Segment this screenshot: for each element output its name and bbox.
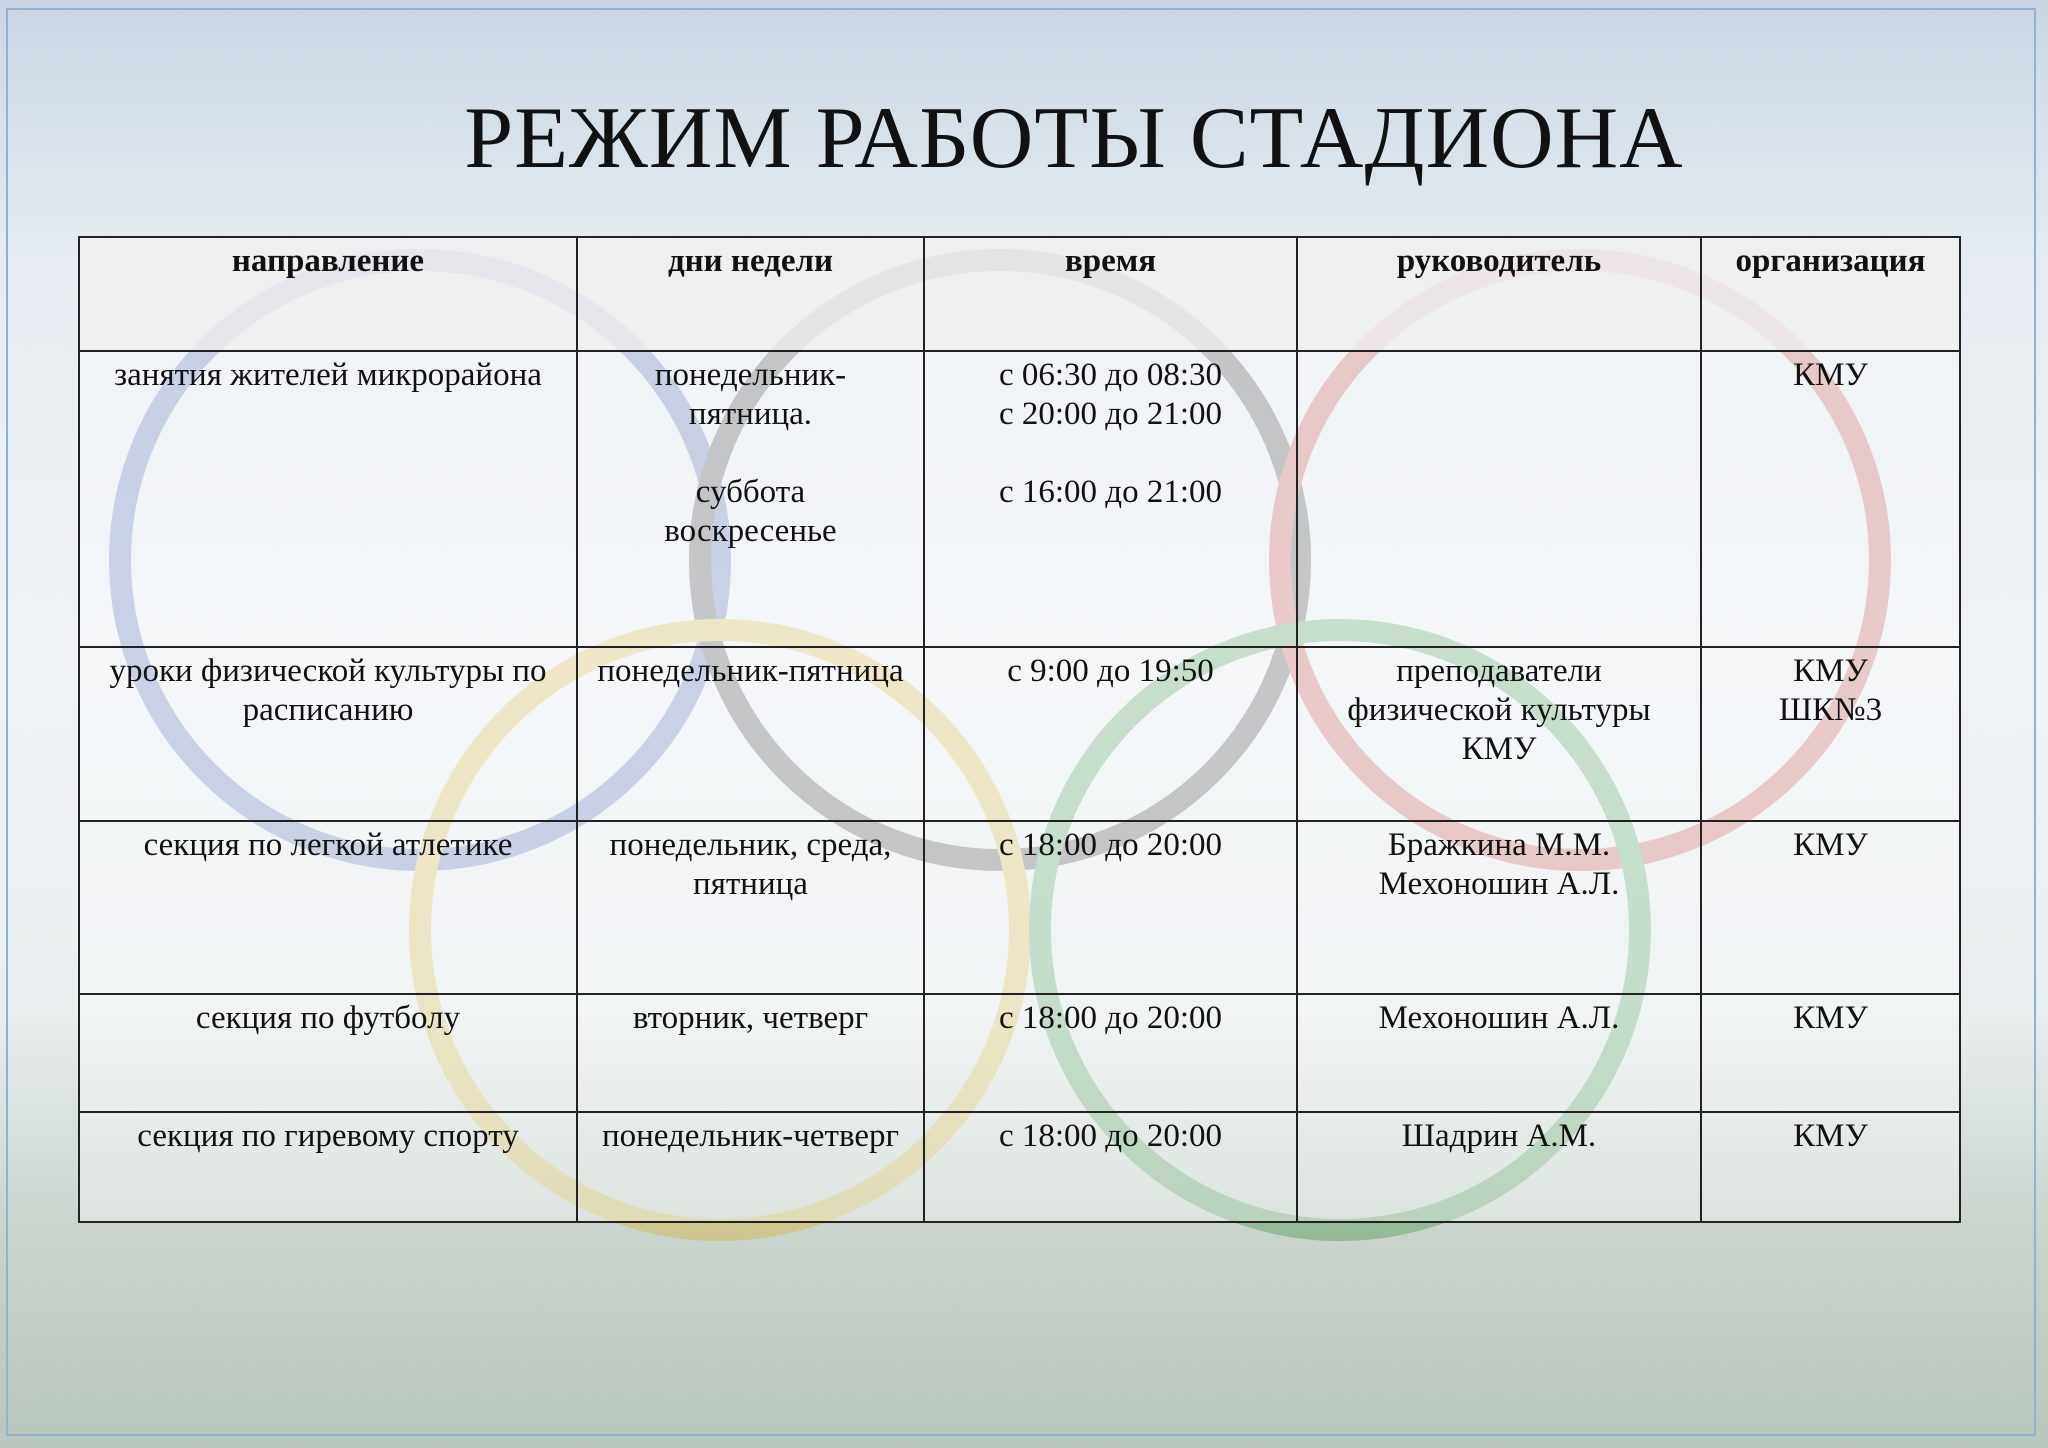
org-line: КМУ bbox=[1793, 653, 1868, 689]
days-cell: понедельник-пятница bbox=[577, 647, 924, 821]
schedule-table bbox=[78, 236, 1961, 1223]
direction-cell: секция по легкой атлетике bbox=[79, 821, 577, 994]
header-organization: организация bbox=[1701, 237, 1960, 351]
table-row bbox=[79, 994, 1960, 1112]
leader-line: Бражкина М.М. bbox=[1387, 827, 1611, 863]
direction-cell: секция по гиревому спорту bbox=[79, 1112, 577, 1222]
header-time: время bbox=[924, 237, 1297, 351]
time-cell: с 18:00 до 20:00 bbox=[924, 994, 1297, 1112]
days-cell: понедельник-четверг bbox=[577, 1112, 924, 1222]
table-row bbox=[79, 351, 1960, 647]
leader-cell: Шадрин А.М. bbox=[1297, 1112, 1701, 1222]
leader-cell bbox=[1297, 351, 1701, 647]
time-cell: с 18:00 до 20:00 bbox=[924, 821, 1297, 994]
table-header-row bbox=[79, 237, 1960, 351]
org-cell bbox=[1701, 647, 1960, 821]
time-cell bbox=[924, 351, 1297, 647]
header-leader: руководитель bbox=[1297, 237, 1701, 351]
org-line: ШК№3 bbox=[1778, 692, 1883, 728]
leader-cell bbox=[1297, 821, 1701, 994]
leader-line: физической культуры bbox=[1347, 692, 1651, 728]
days-line: суббота bbox=[695, 474, 806, 510]
days-cell bbox=[577, 821, 924, 994]
header-direction: направление bbox=[79, 237, 577, 351]
direction-cell: уроки физической культуры по расписанию bbox=[79, 647, 577, 821]
time-cell: с 18:00 до 20:00 bbox=[924, 1112, 1297, 1222]
days-line: пятница. bbox=[688, 396, 813, 432]
days-cell bbox=[577, 351, 924, 647]
time-cell: с 9:00 до 19:50 bbox=[924, 647, 1297, 821]
leader-line: КМУ bbox=[1461, 731, 1537, 767]
days-line: понедельник- bbox=[654, 357, 847, 393]
leader-line: преподаватели bbox=[1396, 653, 1602, 689]
direction-cell: занятия жителей микрорайона bbox=[79, 351, 577, 647]
time-line: с 20:00 до 21:00 bbox=[998, 396, 1223, 432]
days-line: пятница bbox=[693, 866, 808, 902]
time-line: с 06:30 до 08:30 bbox=[998, 357, 1223, 393]
org-cell: КМУ bbox=[1701, 821, 1960, 994]
table-row bbox=[79, 647, 1960, 821]
table-row bbox=[79, 821, 1960, 994]
table-row bbox=[79, 1112, 1960, 1222]
page-title: РЕЖИМ РАБОТЫ СТАДИОНА bbox=[464, 90, 1684, 187]
header-days: дни недели bbox=[577, 237, 924, 351]
time-line: с 16:00 до 21:00 bbox=[998, 474, 1223, 510]
days-line: воскресенье bbox=[664, 513, 837, 549]
org-cell: КМУ bbox=[1701, 994, 1960, 1112]
leader-line: Мехоношин А.Л. bbox=[1378, 866, 1620, 902]
direction-cell: секция по футболу bbox=[79, 994, 577, 1112]
org-cell bbox=[1701, 351, 1960, 647]
org-cell: КМУ bbox=[1701, 1112, 1960, 1222]
leader-cell: Мехоношин А.Л. bbox=[1297, 994, 1701, 1112]
leader-cell bbox=[1297, 647, 1701, 821]
days-cell: вторник, четверг bbox=[577, 994, 924, 1112]
days-line: понедельник, среда, bbox=[609, 827, 892, 863]
org-line: КМУ bbox=[1793, 357, 1868, 393]
